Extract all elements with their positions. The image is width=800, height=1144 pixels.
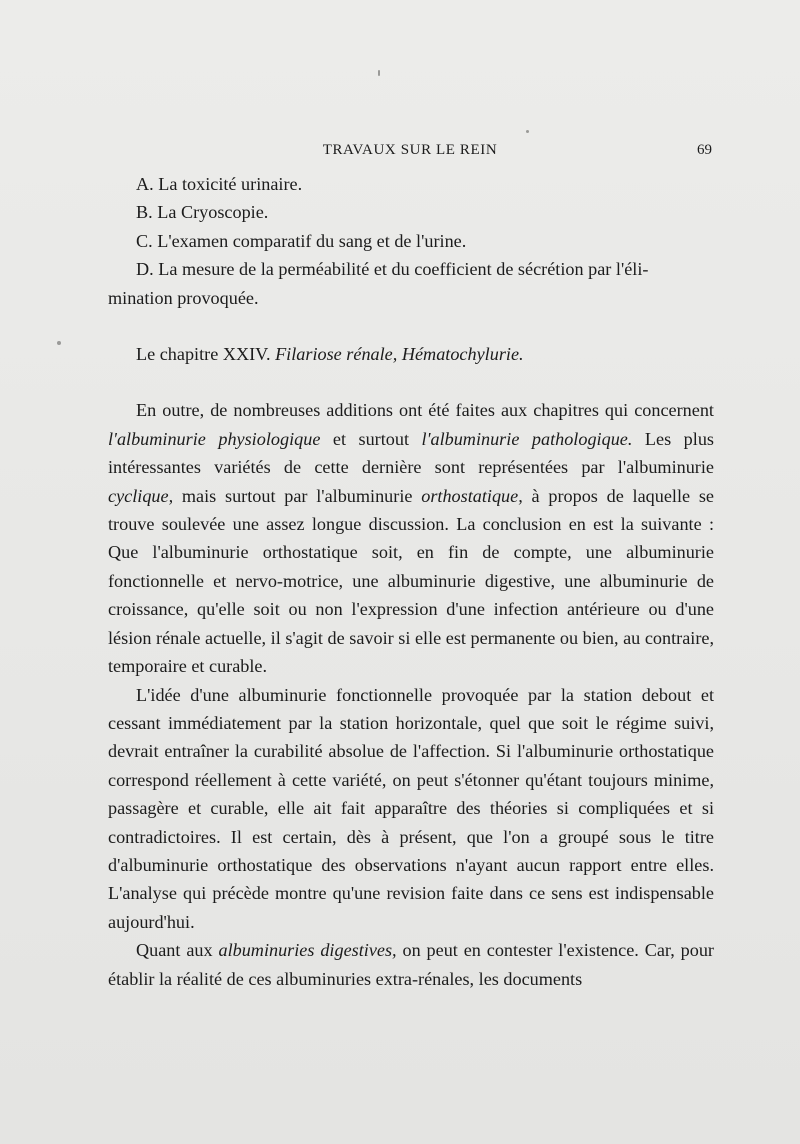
text-run: En outre, de nombreuses additions ont été faites aux chapitres qui concernent [136, 400, 714, 421]
chapter-heading [108, 340, 714, 368]
italic-term: l'albuminurie physiologique [108, 428, 321, 449]
text-run: et surtout [320, 428, 422, 449]
text-run: à propos de laquelle se trouve soulevée une assez longue discussion. La conclusion en est la suivante : Que l'albuminurie orthostatique soit, en fin de compte, une albuminurie fonctionnelle et nervo-motrice, une albuminurie digestive, une albuminurie de croissance, qu'elle soit ou non l'expression d'une infection antérieure ou d'une lésion rénale actuelle, il s'agit de savoir si elle est permanente ou bien, au contraire, temporaire et curable. [108, 485, 715, 677]
italic-term: l'albuminurie pathologique. [421, 428, 633, 449]
list-item-d: D. La mesure de la perméabilité et du coefficient de sécrétion par l'éli- [136, 259, 649, 280]
text-run: Quant aux [136, 940, 219, 961]
list-item-c: C. L'examen comparatif du sang et de l'urine. [136, 230, 467, 251]
ink-speck [526, 130, 529, 133]
chapter-prefix: Le chapitre XXIV. [136, 344, 276, 365]
page-number: 69 [697, 142, 712, 158]
list-item-b: B. La Cryoscopie. [136, 202, 269, 223]
spacer [108, 312, 714, 340]
paragraph-digestive [108, 936, 714, 993]
paragraph-additions [108, 396, 714, 680]
text-run: on peut en contester l'existence. Car, pour établir la réalité de ces albuminuries extra-rénales, les documents [108, 940, 714, 989]
methods-list [108, 170, 714, 312]
body-text [108, 170, 714, 993]
ink-speck [57, 341, 61, 345]
italic-term: albuminuries digestives, [218, 940, 397, 961]
list-item-d-continuation: mination provoquée. [108, 287, 259, 308]
text-run: Les plus intéressantes variétés de cette dernière sont représentées par l'albuminurie [108, 428, 714, 478]
ink-speck [378, 70, 380, 76]
running-header [108, 142, 712, 166]
running-title: TRAVAUX SUR LE REIN [322, 142, 498, 158]
text-run: mais surtout par l'albuminurie [173, 485, 422, 506]
italic-term: cyclique, [108, 485, 174, 506]
paragraph-orthostatic: L'idée d'une albuminurie fonctionnelle provoquée par la station debout et cessant immédiatement par la station horizontale, quel que soit le régime suivi, devrait entraîner la curabilité absolue de l'affection. Si l'albuminurie orthostatique correspond réellement à cette variété, on peut s'étonner qu'étant toujours minime, passagère et curable, elle ait fait apparaître des théories si compliquées et si contradictoires. Il est certain, dès à présent, que l'on a groupé sous le titre d'albuminurie orthostatique des observations n'ayant aucun rapport entre elles. L'analyse qui précède montre qu'une revision faite dans ce sens est indispensable aujourd'hui. [108, 684, 714, 932]
italic-term: orthostatique, [421, 485, 523, 506]
chapter-title: Filariose rénale, Hématochylurie. [275, 344, 524, 365]
list-item-a: A. La toxicité urinaire. [136, 174, 303, 194]
